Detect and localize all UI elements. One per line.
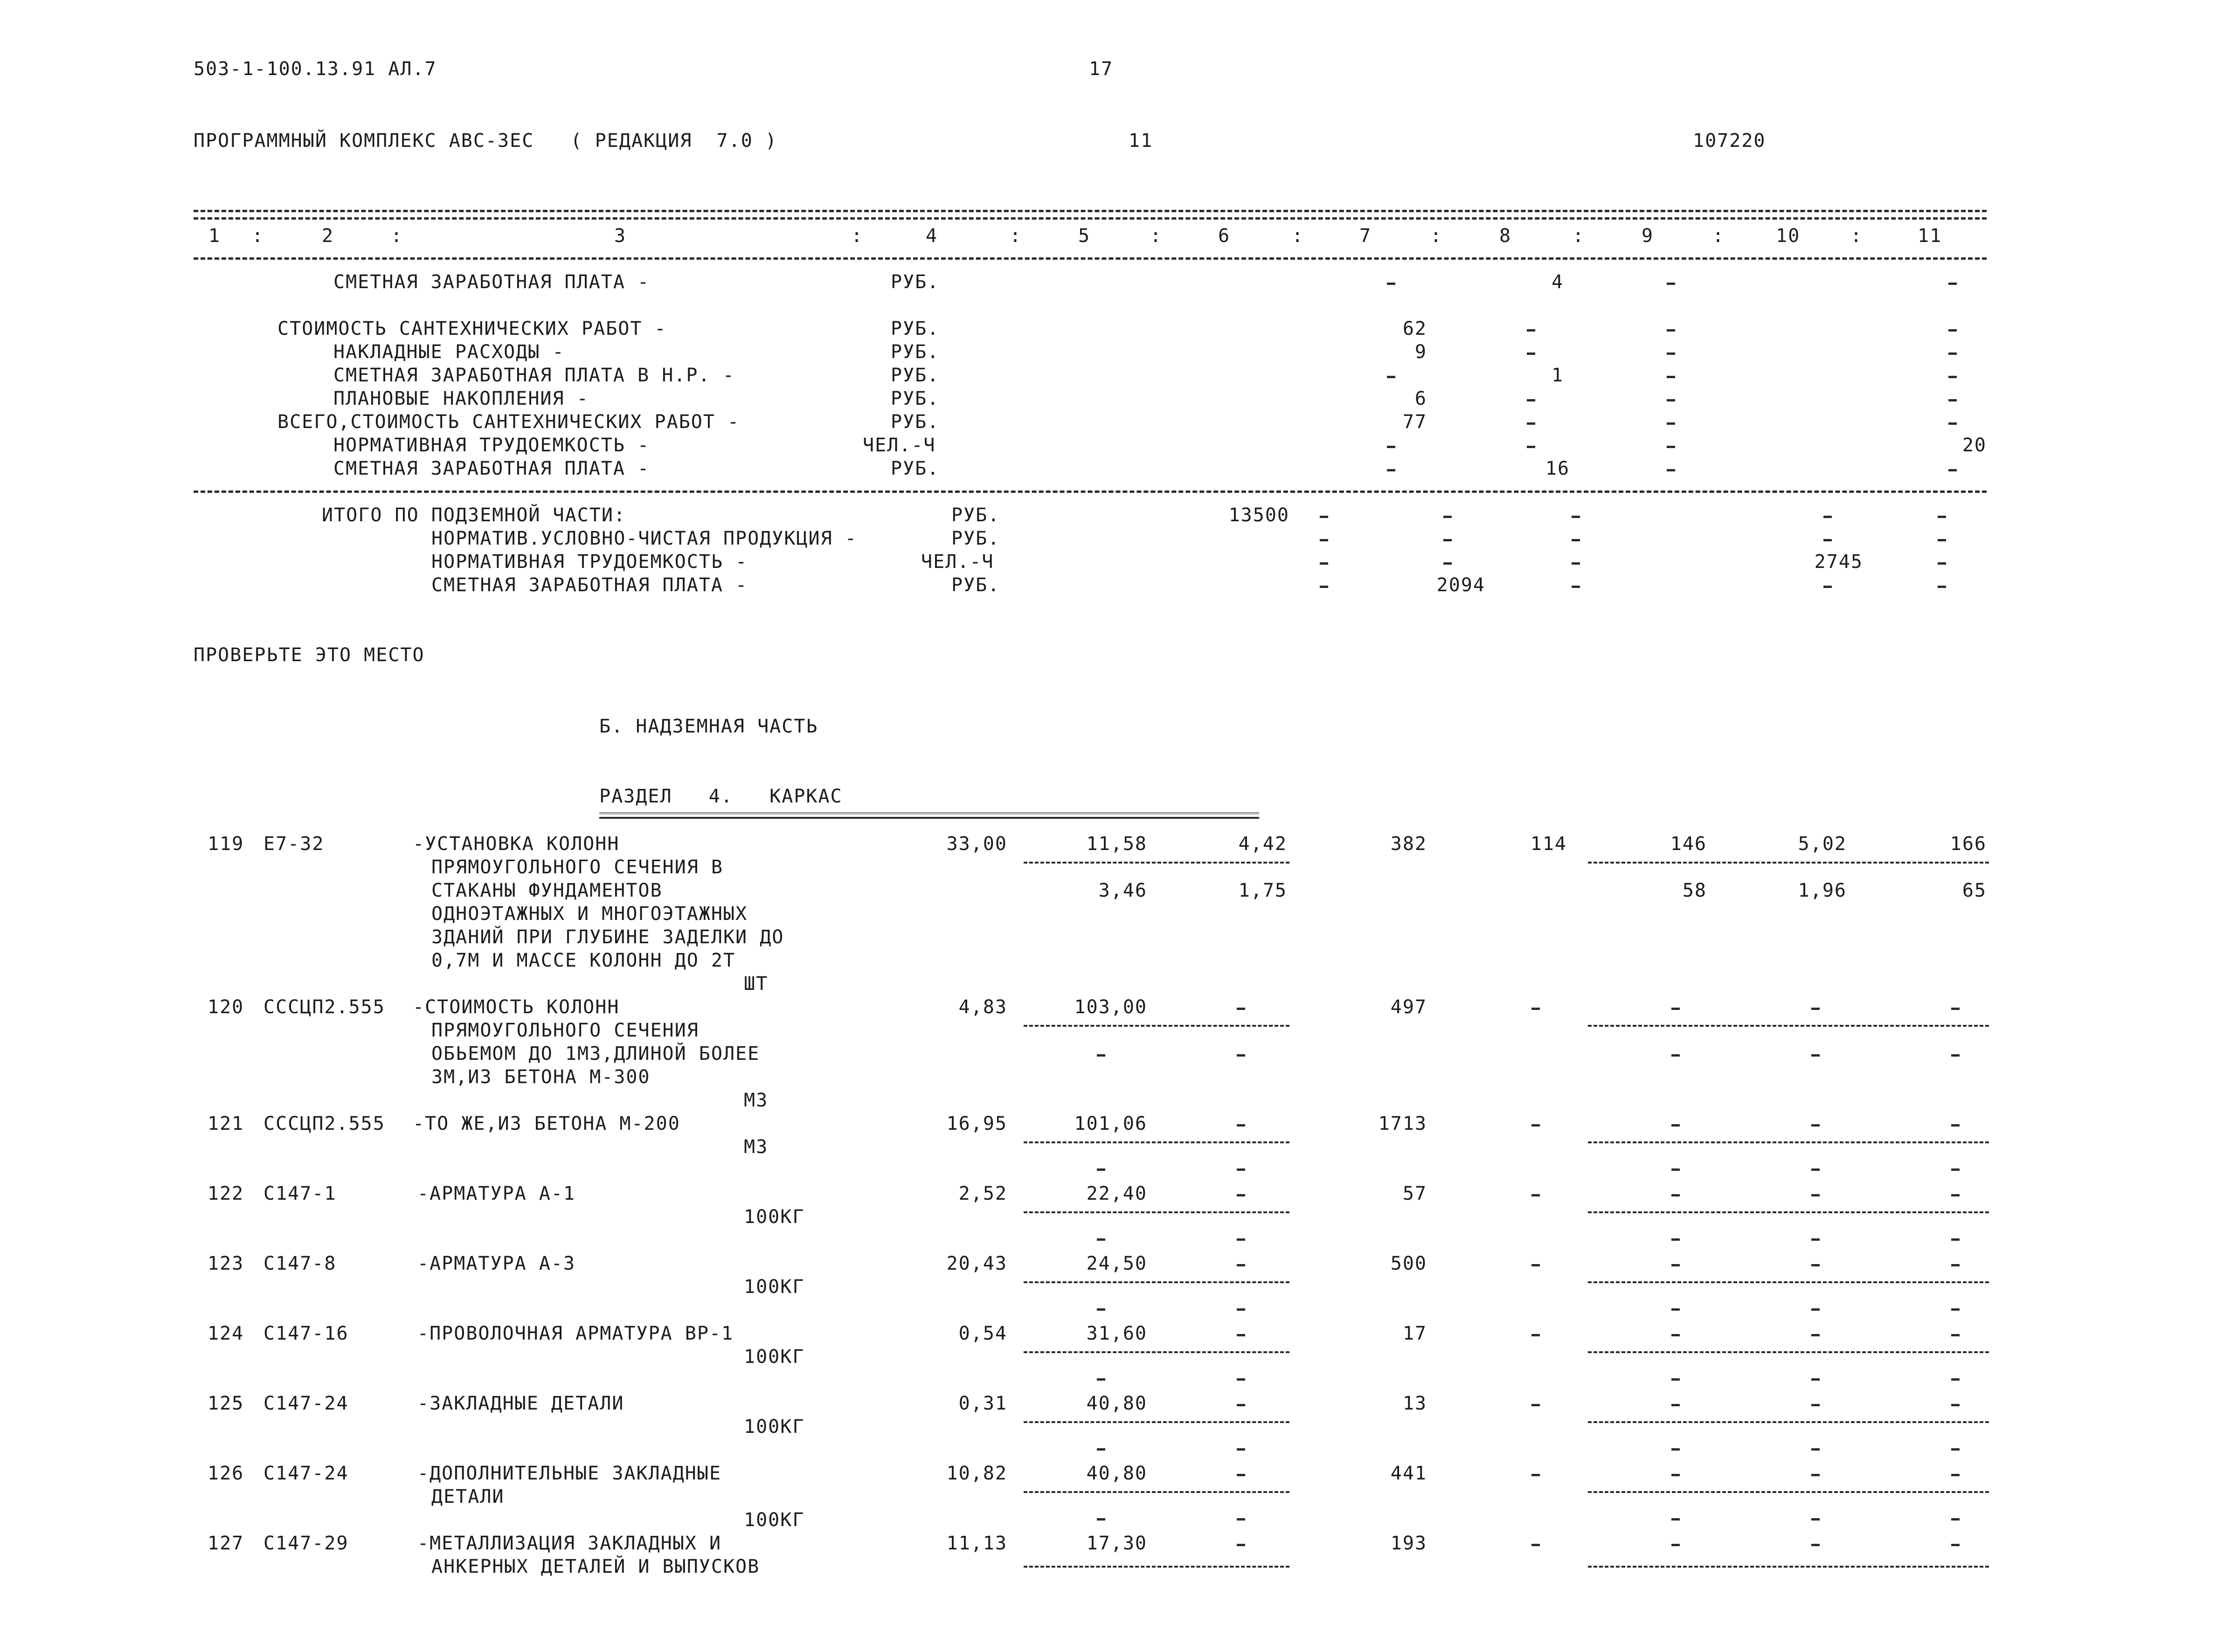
totals-label: НОРМАТИВ.УСЛОВНО-ЧИСТАЯ ПРОДУКЦИЯ - — [431, 528, 857, 549]
empty-cell-mark — [1811, 1378, 1820, 1381]
empty-cell-mark — [1531, 1008, 1540, 1010]
empty-cell-mark — [1671, 1168, 1680, 1171]
item-quantity: 0,54 — [958, 1323, 1007, 1344]
empty-cell-mark — [1237, 1308, 1245, 1311]
summary-value: 9 — [1414, 341, 1427, 363]
summary-label: СМЕТНАЯ ЗАРАБОТНАЯ ПЛАТА В Н.Р. - — [333, 365, 735, 386]
empty-cell-mark — [1527, 446, 1535, 448]
column-number-10: 10 — [1776, 225, 1801, 247]
summary-label: СМЕТНАЯ ЗАРАБОТНАЯ ПЛАТА - — [333, 271, 650, 293]
totals-unit: РУБ. — [951, 505, 1000, 526]
item-column-9: 58 — [1682, 880, 1707, 901]
item-quantity: 0,31 — [958, 1393, 1007, 1414]
empty-cell-mark — [1951, 1238, 1960, 1241]
empty-cell-mark — [1237, 1124, 1245, 1127]
check-note: ПРОВЕРЬТЕ ЭТО МЕСТО — [194, 644, 425, 666]
summary-unit: РУБ. — [891, 341, 940, 363]
item-description: -СТОИМОСТЬ КОЛОНН — [413, 996, 620, 1018]
item-column-10: 1,96 — [1798, 880, 1847, 901]
item-column-10: 5,02 — [1798, 833, 1847, 855]
item-number: 123 — [208, 1253, 244, 1274]
item-price: 31,60 — [1086, 1323, 1147, 1344]
column-number-4: 4 — [926, 225, 938, 247]
summary-label: ПЛАНОВЫЕ НАКОПЛЕНИЯ - — [333, 388, 589, 409]
item-number: 126 — [208, 1463, 244, 1484]
column-separator: : — [252, 225, 264, 247]
empty-cell-mark — [1671, 1448, 1680, 1451]
column-separator: : — [1430, 225, 1443, 247]
empty-cell-mark — [1948, 353, 1957, 355]
item-quantity: 2,52 — [958, 1183, 1007, 1204]
cell-rule — [1588, 1211, 1989, 1213]
summary-unit: РУБ. — [891, 365, 940, 386]
item-description: ДЕТАЛИ — [431, 1486, 505, 1507]
empty-cell-mark — [1951, 1168, 1960, 1171]
item-code: С147-24 — [263, 1463, 349, 1484]
empty-cell-mark — [1667, 283, 1675, 285]
empty-cell-mark — [1531, 1474, 1540, 1476]
empty-cell-mark — [1938, 586, 1946, 588]
item-code: С147-8 — [263, 1253, 337, 1274]
summary-value: 6 — [1414, 388, 1427, 409]
empty-cell-mark — [1237, 1334, 1245, 1336]
totals-value: 2745 — [1814, 551, 1863, 573]
empty-cell-mark — [1951, 1474, 1960, 1476]
empty-cell-mark — [1951, 1378, 1960, 1381]
empty-cell-mark — [1527, 329, 1535, 332]
empty-cell-mark — [1531, 1264, 1540, 1266]
item-code: С147-24 — [263, 1393, 349, 1414]
subsection-underline — [599, 812, 1259, 819]
item-description: -МЕТАЛЛИЗАЦИЯ ЗАКЛАДНЫХ И — [417, 1533, 722, 1554]
empty-cell-mark — [1811, 1544, 1820, 1546]
section-title: Б. НАДЗЕМНАЯ ЧАСТЬ — [599, 716, 818, 737]
column-separator: : — [851, 225, 864, 247]
empty-cell-mark — [1237, 1518, 1245, 1521]
item-column-11: 166 — [1950, 833, 1987, 855]
cell-rule — [1588, 1281, 1989, 1283]
empty-cell-mark — [1951, 1404, 1960, 1406]
item-description: СТАКАНЫ ФУНДАМЕНТОВ — [431, 880, 663, 901]
column-separator: : — [1573, 225, 1585, 247]
empty-cell-mark — [1237, 1448, 1245, 1451]
estimate-code: 107220 — [1693, 130, 1766, 152]
summary-label: НОРМАТИВНАЯ ТРУДОЕМКОСТЬ - — [333, 435, 650, 456]
cell-rule — [1588, 1141, 1989, 1143]
item-number: 127 — [208, 1533, 244, 1554]
cell-rule — [1588, 1351, 1989, 1353]
cell-rule — [1588, 1566, 1989, 1568]
header-rule-bottom — [194, 257, 1987, 260]
item-description: -ТО ЖЕ,ИЗ БЕТОНА М-200 — [413, 1113, 680, 1134]
empty-cell-mark — [1948, 422, 1957, 425]
empty-cell-mark — [1951, 1544, 1960, 1546]
column-separator: : — [1292, 225, 1304, 247]
item-description: ОБЬЕМОМ ДО 1М3,ДЛИНОЙ БОЛЕЕ — [431, 1043, 760, 1064]
summary-value: 4 — [1551, 271, 1564, 293]
item-total: 382 — [1390, 833, 1427, 855]
empty-cell-mark — [1097, 1518, 1105, 1521]
item-code: СССЦП2.555 — [263, 1113, 385, 1134]
cell-rule — [1024, 1421, 1289, 1423]
empty-cell-mark — [1320, 516, 1328, 518]
column-number-2: 2 — [322, 225, 334, 247]
cell-rule — [1024, 1281, 1289, 1283]
item-total: 441 — [1390, 1463, 1427, 1484]
empty-cell-mark — [1527, 353, 1535, 355]
item-code: С147-29 — [263, 1533, 349, 1554]
empty-cell-mark — [1811, 1238, 1820, 1241]
item-unit: 100КГ — [744, 1276, 805, 1298]
item-total: 57 — [1402, 1183, 1427, 1204]
empty-cell-mark — [1823, 516, 1832, 518]
empty-cell-mark — [1811, 1008, 1820, 1010]
document-code: 503-1-100.13.91 АЛ.7 — [194, 58, 437, 80]
item-price: 22,40 — [1086, 1183, 1147, 1204]
empty-cell-mark — [1097, 1238, 1105, 1241]
empty-cell-mark — [1667, 353, 1675, 355]
empty-cell-mark — [1938, 539, 1946, 541]
item-number: 120 — [208, 996, 244, 1018]
item-quantity: 20,43 — [946, 1253, 1007, 1274]
empty-cell-mark — [1951, 1008, 1960, 1010]
empty-cell-mark — [1097, 1308, 1105, 1311]
empty-cell-mark — [1531, 1404, 1540, 1406]
summary-label: СМЕТНАЯ ЗАРАБОТНАЯ ПЛАТА - — [333, 458, 650, 479]
cell-rule — [1024, 1025, 1289, 1027]
empty-cell-mark — [1667, 469, 1675, 471]
column-separator: : — [391, 225, 403, 247]
item-number: 119 — [208, 833, 244, 855]
empty-cell-mark — [1823, 539, 1832, 541]
empty-cell-mark — [1237, 1008, 1245, 1010]
empty-cell-mark — [1527, 422, 1535, 425]
empty-cell-mark — [1320, 586, 1328, 588]
header-rule-top — [194, 210, 1987, 212]
cell-rule — [1024, 1211, 1289, 1213]
page-number: 17 — [1089, 58, 1114, 80]
empty-cell-mark — [1237, 1238, 1245, 1241]
empty-cell-mark — [1951, 1308, 1960, 1311]
empty-cell-mark — [1531, 1544, 1540, 1546]
cell-rule — [1588, 1491, 1989, 1493]
empty-cell-mark — [1671, 1008, 1680, 1010]
item-description: -УСТАНОВКА КОЛОНН — [413, 833, 620, 855]
summary-unit: РУБ. — [891, 271, 940, 293]
empty-cell-mark — [1951, 1054, 1960, 1057]
empty-cell-mark — [1671, 1474, 1680, 1476]
empty-cell-mark — [1320, 562, 1328, 565]
totals-label: СМЕТНАЯ ЗАРАБОТНАЯ ПЛАТА - — [431, 574, 748, 596]
item-price: 17,30 — [1086, 1533, 1147, 1554]
empty-cell-mark — [1811, 1334, 1820, 1336]
empty-cell-mark — [1527, 399, 1535, 401]
item-column-9: 146 — [1670, 833, 1707, 855]
empty-cell-mark — [1671, 1544, 1680, 1546]
column-number-5: 5 — [1078, 225, 1091, 247]
empty-cell-mark — [1237, 1264, 1245, 1266]
totals-label: ИТОГО ПО ПОДЗЕМНОЙ ЧАСТИ: — [322, 505, 626, 526]
empty-cell-mark — [1811, 1168, 1820, 1171]
item-code: СССЦП2.555 — [263, 996, 385, 1018]
item-description: -АРМАТУРА А-3 — [417, 1253, 576, 1274]
empty-cell-mark — [1948, 329, 1957, 332]
summary-label: СТОИМОСТЬ САНТЕХНИЧЕСКИХ РАБОТ - — [277, 318, 667, 339]
empty-cell-mark — [1811, 1054, 1820, 1057]
empty-cell-mark — [1097, 1168, 1105, 1171]
column-number-6: 6 — [1218, 225, 1231, 247]
item-total: 497 — [1390, 996, 1427, 1018]
item-total: 13 — [1402, 1393, 1427, 1414]
empty-cell-mark — [1811, 1264, 1820, 1266]
column-separator: : — [1712, 225, 1725, 247]
item-description: -ЗАКЛАДНЫЕ ДЕТАЛИ — [417, 1393, 624, 1414]
column-number-11: 11 — [1918, 225, 1942, 247]
item-column-11: 65 — [1962, 880, 1987, 901]
empty-cell-mark — [1811, 1474, 1820, 1476]
summary-value: 1 — [1551, 365, 1564, 386]
totals-label: НОРМАТИВНАЯ ТРУДОЕМКОСТЬ - — [431, 551, 748, 573]
summary-label: НАКЛАДНЫЕ РАСХОДЫ - — [333, 341, 565, 363]
summary-value: 77 — [1402, 411, 1427, 433]
item-quantity: 10,82 — [946, 1463, 1007, 1484]
cell-rule — [1024, 1491, 1289, 1493]
item-description: ОДНОЭТАЖНЫХ И МНОГОЭТАЖНЫХ — [431, 903, 748, 925]
empty-cell-mark — [1671, 1334, 1680, 1336]
item-code: С147-16 — [263, 1323, 349, 1344]
empty-cell-mark — [1823, 586, 1832, 588]
empty-cell-mark — [1237, 1054, 1245, 1057]
column-number-3: 3 — [614, 225, 627, 247]
empty-cell-mark — [1237, 1544, 1245, 1546]
empty-cell-mark — [1443, 516, 1452, 518]
item-description: ЗДАНИЙ ПРИ ГЛУБИНЕ ЗАДЕЛКИ ДО — [431, 926, 784, 948]
summary-unit: ЧЕЛ.-Ч — [863, 435, 936, 456]
item-description: АНКЕРНЫХ ДЕТАЛЕЙ И ВЫПУСКОВ — [431, 1556, 760, 1577]
item-price: 103,00 — [1074, 996, 1147, 1018]
empty-cell-mark — [1572, 539, 1580, 541]
item-total: 17 — [1402, 1323, 1427, 1344]
empty-cell-mark — [1387, 446, 1395, 448]
item-unit: 100КГ — [744, 1509, 805, 1531]
item-unit: 100КГ — [744, 1346, 805, 1368]
empty-cell-mark — [1948, 469, 1957, 471]
empty-cell-mark — [1097, 1054, 1105, 1057]
item-price: 24,50 — [1086, 1253, 1147, 1274]
item-description: -АРМАТУРА А-1 — [417, 1183, 576, 1204]
empty-cell-mark — [1811, 1404, 1820, 1406]
empty-cell-mark — [1237, 1404, 1245, 1406]
item-quantity: 11,13 — [946, 1533, 1007, 1554]
cell-rule — [1024, 862, 1289, 864]
empty-cell-mark — [1443, 562, 1452, 565]
empty-cell-mark — [1572, 516, 1580, 518]
empty-cell-mark — [1387, 376, 1395, 378]
item-wages: 114 — [1530, 833, 1567, 855]
item-description: ПРЯМОУГОЛЬНОГО СЕЧЕНИЯ — [431, 1020, 699, 1041]
cell-rule — [1024, 1566, 1289, 1568]
empty-cell-mark — [1671, 1518, 1680, 1521]
item-price: 40,80 — [1086, 1463, 1147, 1484]
item-unit: 100КГ — [744, 1206, 805, 1228]
summary-unit: РУБ. — [891, 458, 940, 479]
totals-unit: РУБ. — [951, 528, 1000, 549]
empty-cell-mark — [1671, 1194, 1680, 1196]
program-title: ПРОГРАММНЫЙ КОМПЛЕКС АВС-ЗЕС ( РЕДАКЦИЯ 7.0 ) — [194, 130, 777, 152]
item-unit: 100КГ — [744, 1416, 805, 1438]
empty-cell-mark — [1667, 399, 1675, 401]
empty-cell-mark — [1671, 1238, 1680, 1241]
totals-rule — [194, 491, 1987, 493]
item-price-second: 1,75 — [1238, 880, 1287, 901]
summary-value: 20 — [1962, 435, 1987, 456]
empty-cell-mark — [1948, 283, 1957, 285]
empty-cell-mark — [1811, 1194, 1820, 1196]
empty-cell-mark — [1531, 1124, 1540, 1127]
summary-label: ВСЕГО,СТОИМОСТЬ САНТЕХНИЧЕСКИХ РАБОТ - — [277, 411, 740, 433]
summary-value: 16 — [1545, 458, 1570, 479]
item-total: 1713 — [1378, 1113, 1427, 1134]
column-separator: : — [1010, 225, 1022, 247]
empty-cell-mark — [1671, 1124, 1680, 1127]
totals-value: 13500 — [1228, 505, 1289, 526]
item-price: 101,06 — [1074, 1113, 1147, 1134]
empty-cell-mark — [1237, 1378, 1245, 1381]
item-code: С147-1 — [263, 1183, 337, 1204]
item-description: -ПРОВОЛОЧНАЯ АРМАТУРА ВР-1 — [417, 1323, 734, 1344]
column-number-9: 9 — [1642, 225, 1654, 247]
empty-cell-mark — [1951, 1518, 1960, 1521]
empty-cell-mark — [1811, 1308, 1820, 1311]
summary-unit: РУБ. — [891, 388, 940, 409]
empty-cell-mark — [1097, 1378, 1105, 1381]
column-number-8: 8 — [1499, 225, 1512, 247]
cell-rule — [1024, 1351, 1289, 1353]
empty-cell-mark — [1948, 399, 1957, 401]
item-price: 40,80 — [1086, 1393, 1147, 1414]
empty-cell-mark — [1811, 1518, 1820, 1521]
column-number-7: 7 — [1359, 225, 1372, 247]
cell-rule — [1588, 862, 1989, 864]
sheet-number: 11 — [1129, 130, 1153, 152]
empty-cell-mark — [1572, 586, 1580, 588]
empty-cell-mark — [1671, 1308, 1680, 1311]
item-number: 124 — [208, 1323, 244, 1344]
empty-cell-mark — [1572, 562, 1580, 565]
empty-cell-mark — [1951, 1194, 1960, 1196]
summary-value: 62 — [1402, 318, 1427, 339]
empty-cell-mark — [1811, 1448, 1820, 1451]
empty-cell-mark — [1531, 1334, 1540, 1336]
empty-cell-mark — [1667, 422, 1675, 425]
item-price-wages: 4,42 — [1238, 833, 1287, 855]
empty-cell-mark — [1387, 283, 1395, 285]
empty-cell-mark — [1443, 539, 1452, 541]
column-separator: : — [1150, 225, 1163, 247]
totals-value: 2094 — [1436, 574, 1485, 596]
item-quantity: 33,00 — [946, 833, 1007, 855]
item-code: Е7-32 — [263, 833, 325, 855]
empty-cell-mark — [1667, 446, 1675, 448]
totals-unit: РУБ. — [951, 574, 1000, 596]
empty-cell-mark — [1671, 1264, 1680, 1266]
cell-rule — [1588, 1025, 1989, 1027]
header-rule-top-2 — [194, 217, 1987, 220]
item-number: 125 — [208, 1393, 244, 1414]
empty-cell-mark — [1938, 562, 1946, 565]
column-number-1: 1 — [208, 225, 221, 247]
empty-cell-mark — [1237, 1194, 1245, 1196]
empty-cell-mark — [1237, 1474, 1245, 1476]
empty-cell-mark — [1951, 1264, 1960, 1266]
empty-cell-mark — [1237, 1168, 1245, 1171]
empty-cell-mark — [1387, 469, 1395, 471]
empty-cell-mark — [1951, 1334, 1960, 1336]
item-number: 121 — [208, 1113, 244, 1134]
empty-cell-mark — [1671, 1404, 1680, 1406]
empty-cell-mark — [1938, 516, 1946, 518]
item-total: 500 — [1390, 1253, 1427, 1274]
empty-cell-mark — [1667, 329, 1675, 332]
empty-cell-mark — [1671, 1054, 1680, 1057]
item-description: ПРЯМОУГОЛЬНОГО СЕЧЕНИЯ В — [431, 857, 723, 878]
empty-cell-mark — [1531, 1194, 1540, 1196]
empty-cell-mark — [1951, 1448, 1960, 1451]
empty-cell-mark — [1097, 1448, 1105, 1451]
totals-unit: ЧЕЛ.-Ч — [921, 551, 994, 573]
empty-cell-mark — [1811, 1124, 1820, 1127]
item-description: 0,7М И МАССЕ КОЛОНН ДО 2Т — [431, 950, 736, 971]
empty-cell-mark — [1320, 539, 1328, 541]
item-description: -ДОПОЛНИТЕЛЬНЫЕ ЗАКЛАДНЫЕ — [417, 1463, 722, 1484]
empty-cell-mark — [1671, 1378, 1680, 1381]
item-unit: ШТ — [744, 973, 769, 995]
item-description: 3М,ИЗ БЕТОНА М-300 — [431, 1066, 651, 1088]
empty-cell-mark — [1667, 376, 1675, 378]
summary-unit: РУБ. — [891, 318, 940, 339]
empty-cell-mark — [1948, 376, 1957, 378]
item-unit: М3 — [744, 1136, 769, 1158]
item-unit: М3 — [744, 1090, 769, 1111]
item-quantity: 16,95 — [946, 1113, 1007, 1134]
summary-unit: РУБ. — [891, 411, 940, 433]
item-price: 11,58 — [1086, 833, 1147, 855]
column-separator: : — [1850, 225, 1863, 247]
item-quantity: 4,83 — [958, 996, 1007, 1018]
cell-rule — [1024, 1141, 1289, 1143]
item-price-second: 3,46 — [1098, 880, 1147, 901]
cell-rule — [1588, 1421, 1989, 1423]
item-total: 193 — [1390, 1533, 1427, 1554]
empty-cell-mark — [1951, 1124, 1960, 1127]
subsection-title: РАЗДЕЛ 4. КАРКАС — [599, 786, 843, 807]
item-number: 122 — [208, 1183, 244, 1204]
